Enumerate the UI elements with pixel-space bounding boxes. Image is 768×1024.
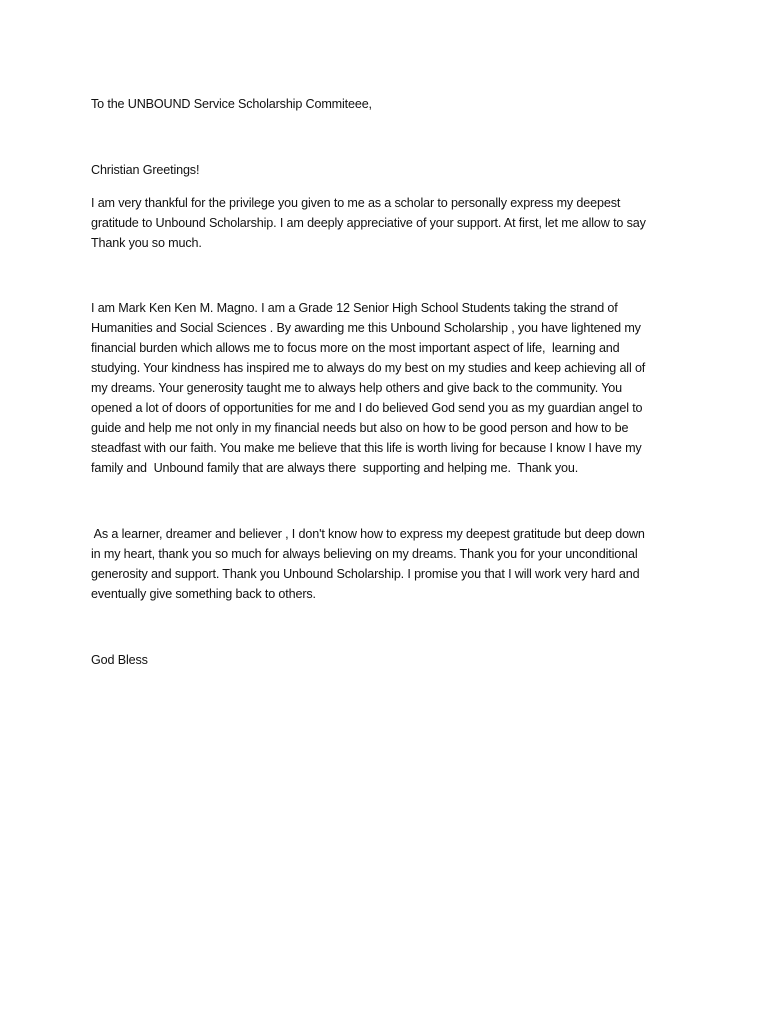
greeting: Christian Greetings! (91, 163, 200, 177)
paragraph-line: in my heart, thank you so much for always believing on my dreams. Thank you for your unconditional (91, 547, 638, 561)
paragraph-line: I am very thankful for the privilege you given to me as a scholar to personally express my deepest (91, 196, 621, 210)
paragraph-line: As a learner, dreamer and believer , I don't know how to express my deepest gratitude but deep down (91, 527, 645, 541)
paragraph-line: family and Unbound family that are always there supporting and helping me. Thank you. (91, 461, 579, 475)
paragraph-line: I am Mark Ken Ken M. Magno. I am a Grade 12 Senior High School Students taking the strand of (91, 301, 618, 315)
paragraph-line: financial burden which allows me to focus more on the most important aspect of life, learning and (91, 341, 620, 355)
paragraph-line: my dreams. Your generosity taught me to always help others and give back to the community. You (91, 381, 623, 395)
paragraph-line: generosity and support. Thank you Unbound Scholarship. I promise you that I will work very hard and (91, 567, 640, 581)
paragraph-line: guide and help me not only in my financial needs but also on how to be good person and how to be (91, 421, 629, 435)
closing: God Bless (91, 653, 148, 667)
paragraph-line: opened a lot of doors of opportunities for me and I do believed God send you as my guardian angel to (91, 401, 643, 415)
salutation: To the UNBOUND Service Scholarship Commiteee, (91, 97, 372, 111)
paragraph-line: Humanities and Social Sciences . By awarding me this Unbound Scholarship , you have lightened my (91, 321, 641, 335)
paragraph-line: studying. Your kindness has inspired me to always do my best on my studies and keep achieving all of (91, 361, 646, 375)
paragraph-line: steadfast with our faith. You make me believe that this life is worth living for because I know I have my (91, 441, 642, 455)
paragraph-line: eventually give something back to others. (91, 587, 316, 601)
paragraph-line: Thank you so much. (91, 236, 202, 250)
paragraph-line: gratitude to Unbound Scholarship. I am deeply appreciative of your support. At first, let me allow to say (91, 216, 646, 230)
